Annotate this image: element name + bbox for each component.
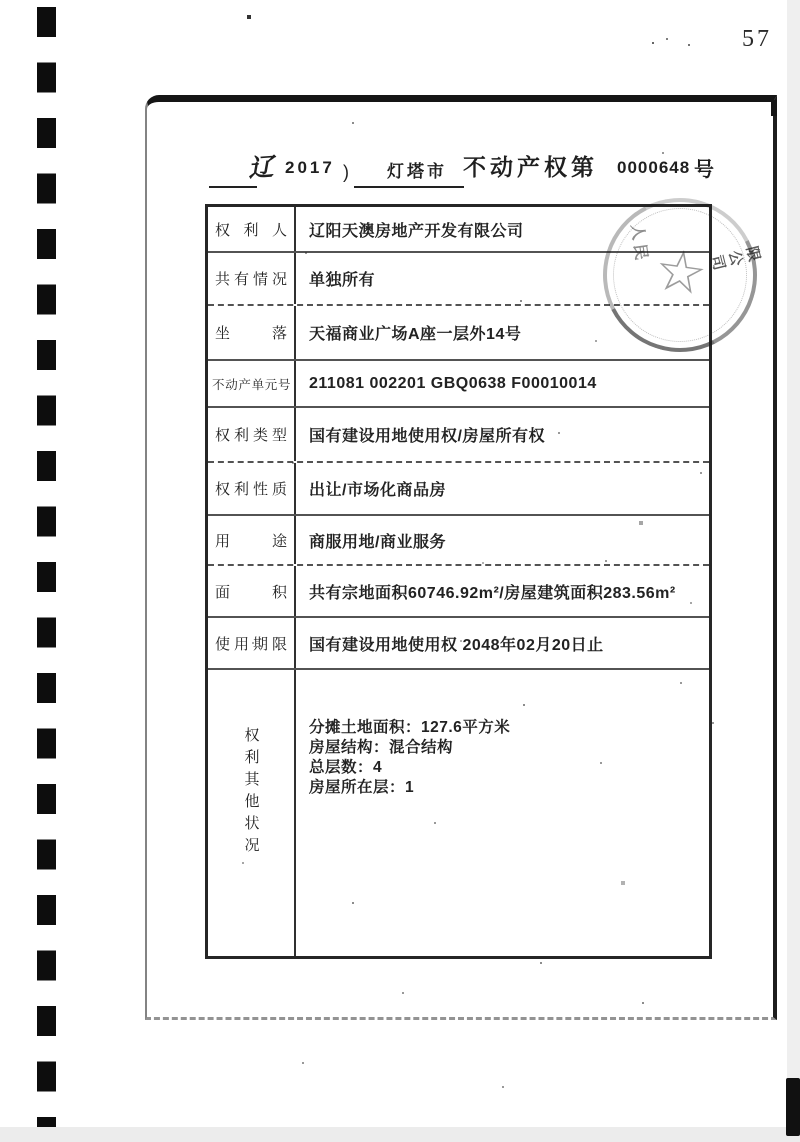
row-label: 权利类型 xyxy=(208,408,296,461)
row-label: 面 积 xyxy=(208,566,296,616)
blank-underline xyxy=(209,186,257,188)
row-value: 单独所有 xyxy=(309,272,376,289)
city-underline xyxy=(354,186,464,188)
other-rights-value xyxy=(296,670,709,956)
row-value: 商服用地/商业服务 xyxy=(309,533,446,551)
scan-corner-artifact xyxy=(786,1078,800,1136)
row-value: 出让/市场化商品房 xyxy=(309,482,446,499)
other-rights-label: 权利其他状况 xyxy=(208,670,296,956)
row-value: 辽阳天澳房地产开发有限公司 xyxy=(309,222,524,240)
year-label: 2017 xyxy=(285,158,335,177)
row-label: 坐 落 xyxy=(208,306,296,359)
table-row-unit-number xyxy=(208,359,709,406)
binding-holes-strip xyxy=(37,7,56,1132)
other-rights-line: 总层数：4 xyxy=(309,759,383,776)
scan-right-margin xyxy=(787,0,800,1142)
certificate-page xyxy=(145,95,777,1020)
row-label: 权 利 人 xyxy=(208,207,296,251)
table-row-other-rights xyxy=(208,668,709,956)
cert-number-label: 0000648 xyxy=(617,158,691,177)
row-value: 天福商业广场A座一层外14号 xyxy=(309,326,522,343)
row-label: 不动产单元号 xyxy=(208,361,296,406)
page-number: 57 xyxy=(742,26,772,52)
row-label: 共有情况 xyxy=(208,253,296,304)
other-rights-line: 分摊土地面积：127.6平方米 xyxy=(309,719,511,736)
city-label: 灯塔市 xyxy=(387,162,447,181)
row-value: 国有建设用地使用权/房屋所有权 xyxy=(309,428,545,445)
other-rights-line: 房屋所在层：1 xyxy=(309,779,415,796)
row-label: 使用期限 xyxy=(208,618,296,668)
row-value: 共有宗地面积60746.92m²/房屋建筑面积283.56m² xyxy=(309,584,676,602)
frame-corner-mark xyxy=(771,100,777,116)
scan-noise xyxy=(0,0,2,2)
row-value: 国有建设用地使用权 2048年02月20日止 xyxy=(309,636,604,654)
seal-text-left: 人民 xyxy=(627,223,650,266)
row-value: 211081 002201 GBQ0638 F00010014 xyxy=(309,374,597,392)
table-row-usage xyxy=(208,514,709,564)
table-row-right-nature xyxy=(208,461,709,514)
table-row-area xyxy=(208,564,709,616)
row-label: 用 途 xyxy=(208,516,296,564)
seal-star-icon: ☆ xyxy=(650,236,712,309)
paren-label: ) xyxy=(343,162,349,182)
other-rights-line: 房屋结构：混合结构 xyxy=(309,739,454,756)
row-label: 权利性质 xyxy=(208,463,296,514)
table-row-term xyxy=(208,616,709,668)
seal-text-right: 限公司 xyxy=(706,242,763,273)
province-label: 辽 xyxy=(247,154,275,183)
table-row-right-type xyxy=(208,406,709,461)
scan-bottom-margin xyxy=(0,1127,800,1142)
number-suffix-label: 号 xyxy=(694,159,714,181)
cert-title-label: 不动产权第 xyxy=(463,155,598,180)
